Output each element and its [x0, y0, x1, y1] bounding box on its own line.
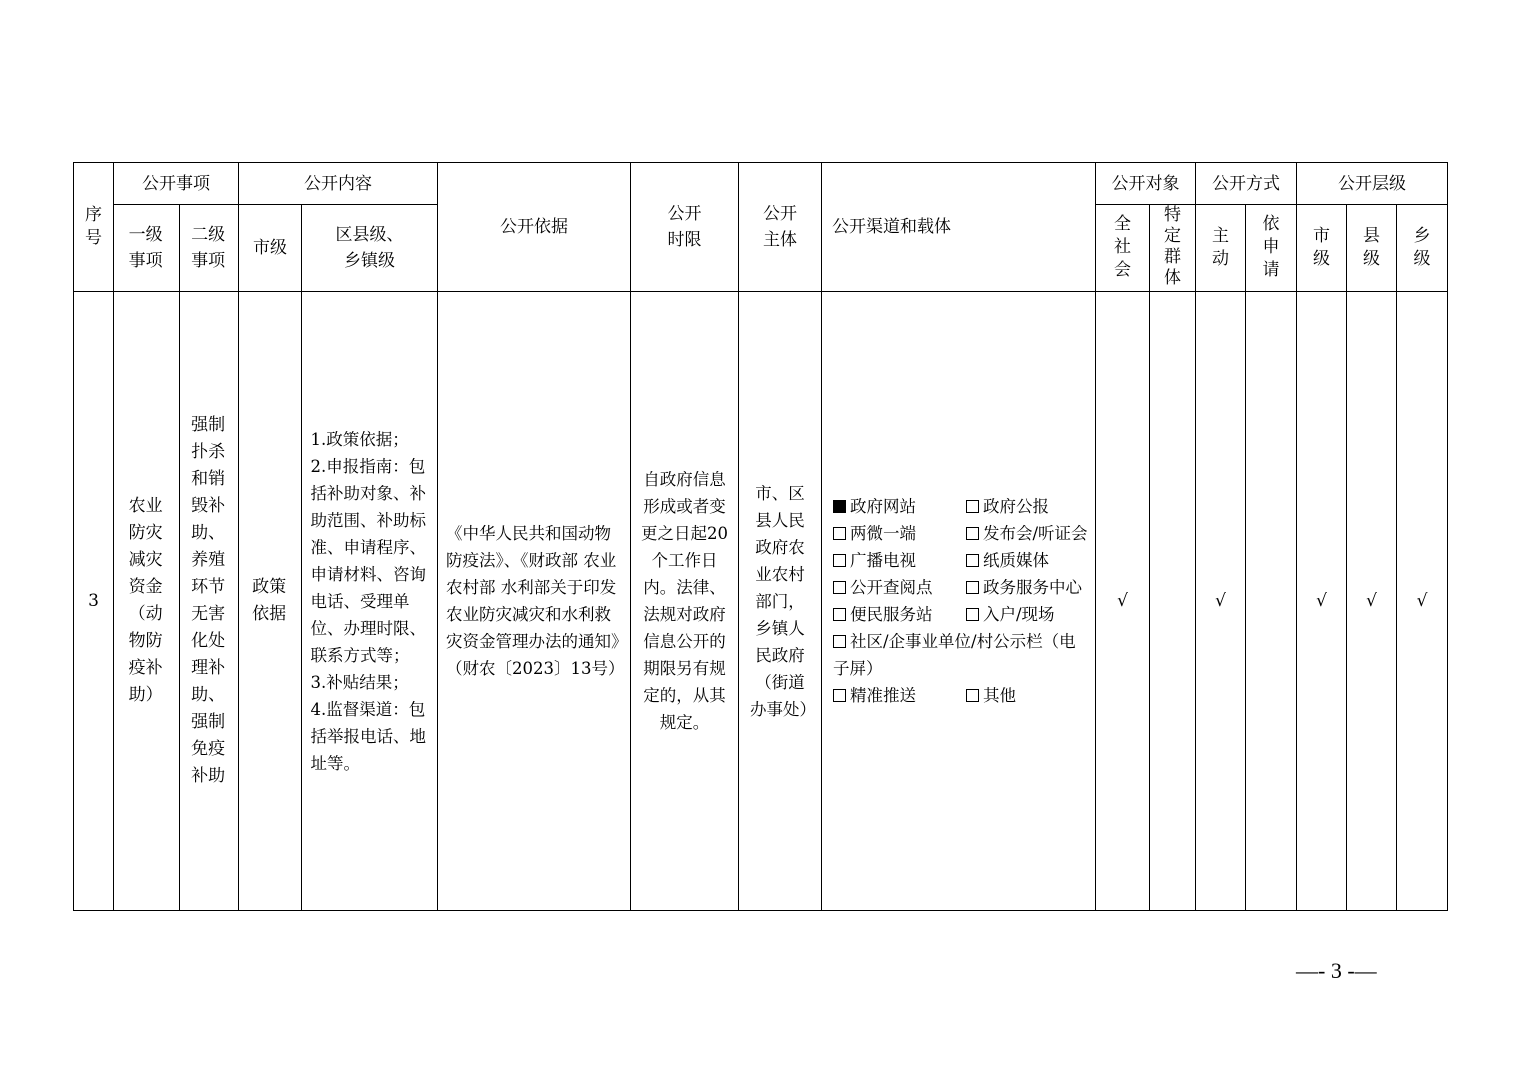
- check-level-county: √: [1347, 292, 1397, 911]
- header-level-group: 公开层级: [1297, 163, 1448, 205]
- header-level-county: 县级: [1347, 205, 1397, 292]
- cell-seq: 3: [74, 292, 114, 911]
- header-subject: 公开 主体: [739, 163, 822, 292]
- header-method-active: 主动: [1196, 205, 1246, 292]
- unchecked-box-icon: [833, 635, 846, 648]
- channel-gazette: 政府公报: [966, 493, 1049, 520]
- page-number: —- 3 -—: [1296, 958, 1377, 983]
- header-time-limit: 公开 时限: [631, 163, 739, 292]
- header-seq: 序号: [74, 163, 114, 292]
- disclosure-table: [73, 162, 1448, 911]
- channel-radio-tv: 广播电视: [833, 547, 966, 574]
- header-item-group: 公开事项: [114, 163, 239, 205]
- unchecked-box-icon: [833, 581, 846, 594]
- header-content-district: 区县级、 乡镇级: [302, 205, 438, 292]
- header-content-group: 公开内容: [239, 163, 438, 205]
- header-level-city: 市级: [1297, 205, 1347, 292]
- cell-city-content: 政策依据: [239, 292, 302, 911]
- unchecked-box-icon: [833, 608, 846, 621]
- channel-other: 其他: [966, 682, 1016, 709]
- cell-subject: 市、区县人民政府农业农村部门，乡镇人民政府（街道办事处）: [739, 292, 822, 911]
- channel-press-hearing: 发布会/听证会: [966, 520, 1088, 547]
- unchecked-box-icon: [966, 527, 979, 540]
- unchecked-box-icon: [966, 689, 979, 702]
- channel-bulletin: 社区/企事业单位/村公示栏（电子屏）: [833, 632, 1076, 678]
- check-active: √: [1196, 292, 1246, 911]
- channel-service-center: 政务服务中心: [966, 574, 1082, 601]
- header-item-level2: 二级事项: [180, 205, 239, 292]
- cell-level1: 农业防灾减灾资金（动物防疫补助）: [114, 292, 180, 911]
- header-target-all: 全社会: [1096, 205, 1150, 292]
- table-row: [74, 292, 1448, 911]
- header-level-town: 乡级: [1397, 205, 1448, 292]
- header-content-city: 市级: [239, 205, 302, 292]
- cell-channels: [822, 292, 1096, 911]
- channel-precision-push: 精准推送: [833, 682, 966, 709]
- channel-door-to-door: 入户/现场: [966, 601, 1055, 628]
- unchecked-box-icon: [966, 581, 979, 594]
- header-target-specific: 特定群体: [1150, 205, 1196, 292]
- header-basis: 公开依据: [438, 163, 631, 292]
- header-method-group: 公开方式: [1196, 163, 1297, 205]
- header-method-request: 依申请: [1246, 205, 1297, 292]
- channel-print-media: 纸质媒体: [966, 547, 1049, 574]
- unchecked-box-icon: [833, 689, 846, 702]
- header-target-group: 公开对象: [1096, 163, 1196, 205]
- channel-convenience-station: 便民服务站: [833, 601, 966, 628]
- unchecked-box-icon: [966, 608, 979, 621]
- cell-basis: 《中华人民共和国动物防疫法》、《财政部 农业农村部 水利部关于印发农业防灾减灾和水利救灾资金管理办法的通知》（财农〔2023〕13号）: [438, 292, 631, 911]
- unchecked-box-icon: [833, 554, 846, 567]
- cell-time-limit: 自政府信息形成或者变更之日起20个工作日内。法律、法规对政府信息公开的期限另有规定的，从其规定。: [631, 292, 739, 911]
- channel-reading-point: 公开查阅点: [833, 574, 966, 601]
- check-level-town: √: [1397, 292, 1448, 911]
- check-specific-group: [1150, 292, 1196, 911]
- check-level-city: √: [1297, 292, 1347, 911]
- channel-website: 政府网站: [833, 493, 966, 520]
- checked-box-icon: [833, 500, 846, 513]
- cell-district-content: 1.政策依据； 2.申报指南：包括补助对象、补助范围、补助标准、申请程序、申请材料、咨询电话、受理单位、办理时限、联系方式等； 3.补贴结果； 4.监督渠道：包括举报电话、地址等。: [302, 292, 438, 911]
- cell-level2: 强制扑杀和销毁补助、养殖环节无害化处理补助、强制免疫补助: [180, 292, 239, 911]
- channel-wechat-weibo: 两微一端: [833, 520, 966, 547]
- unchecked-box-icon: [833, 527, 846, 540]
- header-item-level1: 一级事项: [114, 205, 180, 292]
- unchecked-box-icon: [966, 500, 979, 513]
- unchecked-box-icon: [966, 554, 979, 567]
- check-all-society: √: [1096, 292, 1150, 911]
- header-channels: 公开渠道和载体: [822, 163, 1096, 292]
- check-on-request: [1246, 292, 1297, 911]
